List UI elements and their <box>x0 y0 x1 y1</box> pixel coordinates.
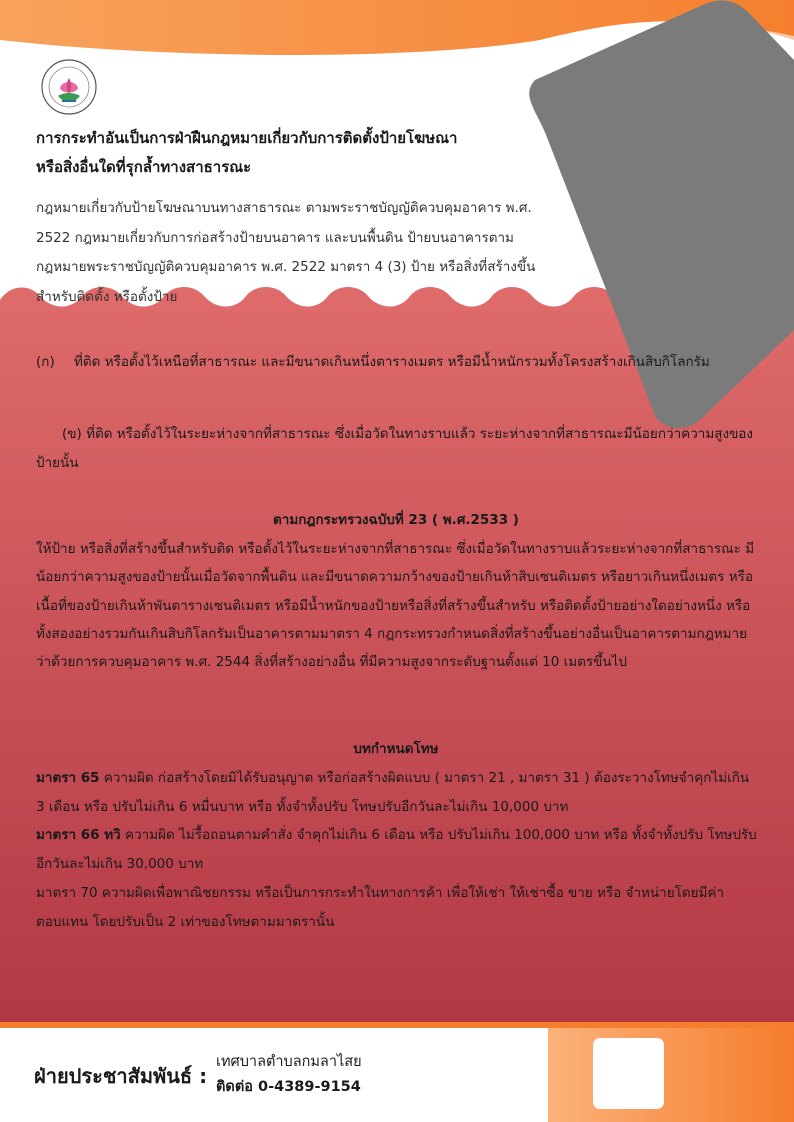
list-text-a: ที่ติด หรือตั้งไว้เหนือที่สาธารณะ และมีขนาดเกินหนึ่งตารางเมตร หรือมีน้ำหนักรวมทั้งโครงสร้างเกินสิบกิโลกรัม <box>74 354 710 370</box>
list-item-a <box>36 348 726 377</box>
footer-pr-label: ฝ่ายประชาสัมพันธ์ : <box>34 1064 208 1088</box>
footer-orange-block <box>548 1028 794 1122</box>
list-marker-b: (ข) <box>62 426 82 442</box>
penalty-text-70: มาตรา 70 ความผิดเพื่อพาณิชยกรรม หรือเป็นการกระทำในทางการค้า เพื่อให้เช่า ให้เช่าซื้อ ขาย หรือ จำหน่ายโดยมีค่าตอบแทน โดยปรับเป็น 2 เท่าของโทษตามมาตรานั้น <box>36 885 725 930</box>
footer-white-box <box>593 1038 664 1109</box>
footer-orange-line <box>0 1022 794 1028</box>
penalty-entry-66 <box>36 821 758 878</box>
intro-paragraph: กฎหมายเกี่ยวกับป้ายโฆษณาบนทางสาธารณะ ตามพระราชบัญญัติควบคุมอาคาร พ.ศ. 2522 กฎหมายเกี่ยวกับการก่อสร้างป้ายบนอาคาร และบนพื้นดิน ป้ายบนอาคารตามกฎหมายพระราชบัญญัติควบคุมอาคาร พ.ศ. 2522 มาตรา 4 (3) ป้าย หรือสิ่งที่สร้างขึ้นสำหรับติดตั้ง หรือตั้งป้าย <box>36 200 536 305</box>
list-text-b <box>10 420 766 478</box>
title-line-1: การกระทำอันเป็นการฝ่าฝืนกฎหมายเกี่ยวกับการติดตั้งป้ายโฆษณา <box>36 129 458 147</box>
municipality-logo <box>40 58 98 116</box>
penalty-label-65: มาตรา 65 <box>36 770 100 786</box>
list-marker-a: (ก) <box>36 354 55 370</box>
penalty-text-66: ความผิด ไม่รื้อถอนตามคำสั่ง จำคุกไม่เกิน 6 เดือน หรือ ปรับไม่เกิน 100,000 บาท หรือ ทั้งจำทั้งปรับ โทษปรับอีกวันละไม่เกิน 30,000 บาท <box>36 827 757 872</box>
penalty-label-66: มาตรา 66 ทวิ <box>36 827 121 843</box>
regulation-heading: ตามกฎกระทรวงฉบับที่ 23 ( พ.ศ.2533 ) <box>273 512 519 528</box>
footer-org-name: เทศบาลตำบลกมลาไสย <box>216 1054 362 1070</box>
document-title <box>36 124 536 182</box>
penalty-entry-65 <box>36 764 758 821</box>
penalties-heading: บทกำหนดโทษ <box>353 741 439 757</box>
penalty-entry-70 <box>36 879 758 936</box>
regulation-body: ให้ป้าย หรือสิ่งที่สร้างขึ้นสำหรับติด หรือตั้งไว้ในระยะห่างจากที่สาธารณะ ซึ่งเมื่อวัดในทางราบแล้วระยะห่างจากที่สาธารณะ มีน้อยกว่าความสูงของป้ายนั้นเมื่อวัดจากพื้นดิน และมีขนาดความกว้างของป้ายเกินห้าสิบเซนติเมตร หรือยาวเกินหนึ่งเมตร หรือเนื้อที่ของป้ายเกินห้าพันตารางเซนติเมตร หรือมีน้ำหนักของป้ายหรือสิ่งที่สร้างขึ้นสำหรับ หรือติดตั้งป้ายอย่างใดอย่างหนึ่ง หรือทั้งสองอย่างรวมกันเกินสิบกิโลกรัมเป็นอาคารตามมาตรา 4 กฎกระทรวงกำหนดสิ่งที่สร้างขึ้นอย่างอื่นเป็นอาคารตามกฎหมาย ว่าด้วยการควบคุมอาคาร พ.ศ. 2544 สิ่งที่สร้างอย่างอื่น ที่มีความสูงจากระดับฐานตั้งแต่ 10 เมตรขึ้นไป <box>36 541 755 671</box>
list-item-b <box>36 420 766 478</box>
penalty-text-65: ความผิด ก่อสร้างโดยมิได้รับอนุญาต หรือก่อสร้างผิดแบบ ( มาตรา 21 , มาตรา 31 ) ต้องระวางโทษจำคุกไม่เกิน 3 เดือน หรือ ปรับไม่เกิน 6 หมื่นบาท หรือ ทั้งจำทั้งปรับ โทษปรับอีกวันละไม่เกิน 10,000 บาท <box>36 770 750 815</box>
title-line-2: หรือสิ่งอื่นใดที่รุกล้ำทางสาธารณะ <box>36 158 252 176</box>
list-body-b: ที่ติด หรือตั้งไว้ในระยะห่างจากที่สาธารณะ ซึ่งเมื่อวัดในทางราบแล้ว ระยะห่างจากที่สาธารณะมีน้อยกว่าความสูงของป้ายนั้น <box>36 426 754 471</box>
footer-phone: ติดต่อ 0-4389-9154 <box>216 1079 361 1095</box>
